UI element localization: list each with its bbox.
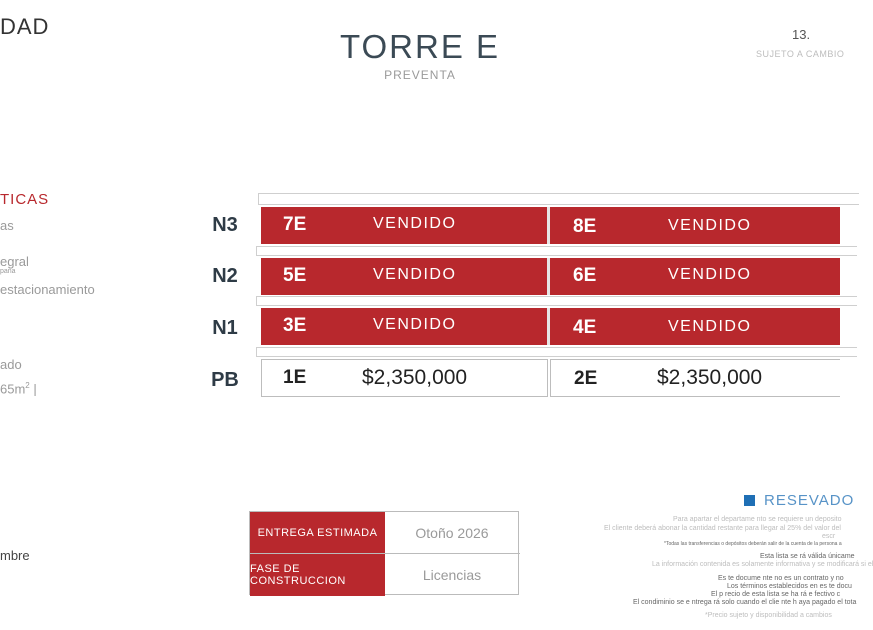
feature-item: egral — [0, 254, 29, 269]
floor-slab — [256, 347, 857, 357]
unit-price: $2,350,000 — [657, 366, 763, 389]
fine-print: La información contenida es solamente informativa y se modificará si el — [652, 561, 873, 568]
unit-1e[interactable] — [261, 359, 548, 397]
feature-item: ado — [0, 357, 22, 372]
unit-name: 4E — [573, 317, 597, 338]
fine-print: *Todas las transferencias o depósitos deberán salir de la cuenta de la persona a — [664, 541, 842, 547]
date-fragment: 13. — [792, 27, 811, 42]
info-key: FASE DE CONSTRUCCION — [250, 554, 385, 596]
unit-name: 2E — [574, 368, 598, 389]
feature-area-exp: 2 — [25, 381, 30, 390]
fine-print: El p recio de esta lista se ha rá e fectivo c — [711, 591, 841, 598]
feature-item-sub: pana — [0, 268, 16, 275]
subject-to-change-note: SUJETO A CAMBIO — [756, 49, 845, 59]
info-key: ENTREGA ESTIMADA — [250, 512, 385, 554]
page-title: TORRE E — [339, 28, 501, 65]
unit-name: 5E — [283, 265, 307, 286]
unit-status: VENDIDO — [373, 266, 457, 283]
feature-area — [0, 381, 37, 396]
feature-separator: | — [33, 381, 37, 397]
fine-print: Para apartar el departame nto se requiere un deposito — [673, 516, 842, 523]
fine-print: El cliente deberá abonar la cantidad restante para llegar al 25% del valor del — [604, 525, 841, 532]
unit-name: 8E — [573, 216, 597, 237]
unit-5e[interactable] — [261, 258, 547, 295]
unit-price: $2,350,000 — [362, 366, 468, 389]
floor-slab — [256, 296, 857, 306]
level-label-n1: N1 — [212, 317, 238, 339]
feature-area-value: 65m — [0, 381, 26, 397]
info-row-phase — [250, 554, 520, 596]
unit-name: 7E — [283, 214, 307, 235]
unit-name: 3E — [283, 315, 307, 336]
project-info-table — [249, 511, 519, 595]
info-row-delivery — [250, 512, 520, 554]
unit-status: VENDIDO — [668, 318, 752, 335]
unit-4e[interactable] — [550, 308, 840, 345]
building-roof — [258, 193, 859, 205]
reserved-legend-label: RESEVADO — [764, 492, 855, 509]
info-value: Otoño 2026 — [415, 525, 489, 541]
feature-item: as — [0, 218, 14, 233]
fine-print: *Precio sujeto y disponibilidad a cambios — [705, 612, 832, 619]
reserved-legend-swatch — [744, 495, 755, 506]
unit-2e[interactable] — [550, 359, 840, 397]
unit-6e[interactable] — [550, 258, 840, 295]
fine-print: Los términos establecidos en es te docu — [727, 583, 852, 590]
info-value: Licencias — [422, 567, 482, 583]
level-label-n3: N3 — [212, 214, 238, 236]
fine-print: Esta lista se rá válida únicame — [760, 553, 855, 560]
page-subtitle: PREVENTA — [384, 68, 456, 82]
floor-slab — [256, 246, 857, 256]
level-label-pb: PB — [211, 369, 239, 391]
unit-name: 6E — [573, 265, 597, 286]
unit-3e[interactable] — [261, 308, 547, 345]
unit-8e[interactable] — [550, 207, 840, 244]
fine-print: escr — [822, 533, 836, 540]
unit-status: VENDIDO — [373, 316, 457, 333]
unit-status: VENDIDO — [668, 217, 752, 234]
brand-name-fragment: DAD — [0, 14, 50, 39]
unit-7e[interactable] — [261, 207, 547, 244]
level-label-n2: N2 — [212, 265, 238, 287]
unit-status: VENDIDO — [373, 215, 457, 232]
feature-item: estacionamiento — [0, 282, 95, 297]
unit-status: VENDIDO — [668, 266, 752, 283]
unit-name: 1E — [283, 367, 307, 388]
features-title: TICAS — [0, 191, 50, 208]
fine-print: Es te docume nte no es un contrato y no — [718, 575, 844, 582]
fine-print: El condiminio se e ntrega rá solo cuando el clie nte h aya pagado el tota — [633, 599, 857, 606]
feature-item: mbre — [0, 548, 30, 563]
